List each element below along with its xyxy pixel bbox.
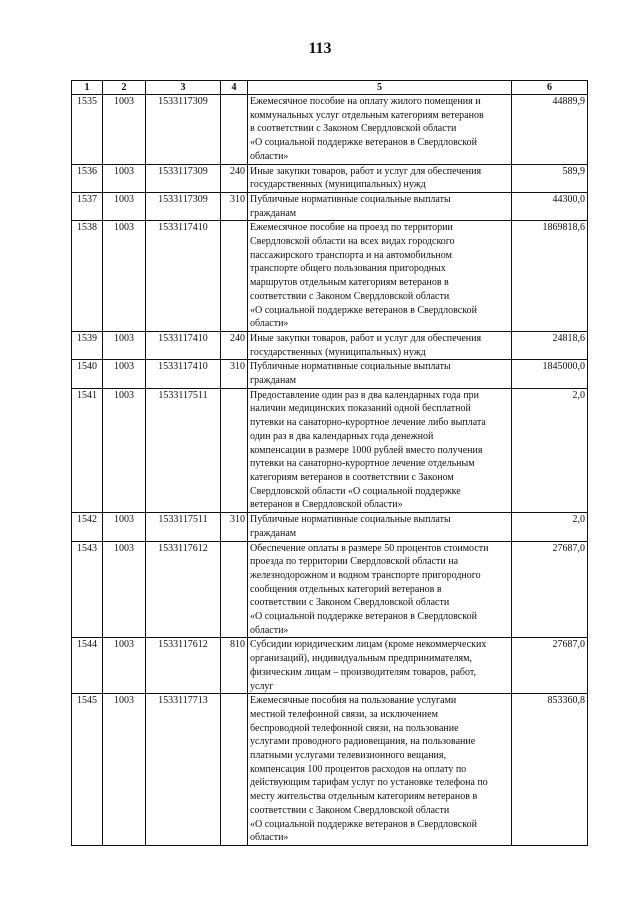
header-col-5: 5 <box>248 81 512 95</box>
item-sum: 1869818,6 <box>512 221 588 332</box>
expense-type-code <box>221 95 248 165</box>
section-code: 1003 <box>103 221 146 332</box>
header-col-4: 4 <box>221 81 248 95</box>
item-sum: 44300,0 <box>512 192 588 220</box>
row-number: 1540 <box>72 360 103 388</box>
section-code: 1003 <box>103 638 146 694</box>
article-code: 1533117309 <box>146 95 221 165</box>
table-row <box>72 694 588 846</box>
item-name: Публичные нормативные социальные выплаты гражданам <box>248 192 512 220</box>
table-row <box>72 164 588 192</box>
budget-table <box>71 80 588 846</box>
table-row <box>72 331 588 359</box>
header-col-2: 2 <box>103 81 146 95</box>
section-code: 1003 <box>103 360 146 388</box>
section-code: 1003 <box>103 95 146 165</box>
expense-type-code <box>221 388 248 512</box>
item-name: Публичные нормативные социальные выплаты гражданам <box>248 360 512 388</box>
header-col-1: 1 <box>72 81 103 95</box>
section-code: 1003 <box>103 541 146 638</box>
item-name: Субсидии юридическим лицам (кроме некоммерческих организаций), индивидуальным предпринимателям, физическим лицам – производителям товаров, работ, услуг <box>248 638 512 694</box>
expense-type-code: 810 <box>221 638 248 694</box>
row-number: 1536 <box>72 164 103 192</box>
item-name: Ежемесячное пособие на проезд по территории Свердловской области на всех видах городского пассажирского транспорта и на автомобильном транспорте общего пользования пригородных маршрутов отдельным категориям ветеранов в соответствии с Законом Свердловской области «О социальной поддержке ветеранов в Свердловской области» <box>248 221 512 332</box>
row-number: 1535 <box>72 95 103 165</box>
article-code: 1533117410 <box>146 360 221 388</box>
article-code: 1533117511 <box>146 388 221 512</box>
article-code: 1533117612 <box>146 638 221 694</box>
expense-type-code: 240 <box>221 164 248 192</box>
expense-type-code: 310 <box>221 513 248 541</box>
page-number: 113 <box>308 40 332 57</box>
section-code: 1003 <box>103 388 146 512</box>
item-sum: 2,0 <box>512 513 588 541</box>
article-code: 1533117612 <box>146 541 221 638</box>
section-code: 1003 <box>103 192 146 220</box>
article-code: 1533117309 <box>146 164 221 192</box>
item-name: Ежемесячные пособия на пользование услугами местной телефонной связи, за исключением беспроводной телефонной связи, на пользование услугами проводного радиовещания, на пользование платными услугами телевизионного вещания, компенсация 100 процентов расходов на оплату по действующим тарифам услуг по установке телефона по месту жительства отдельным категориям ветеранов в соответствии с Законом Свердловской области «О социальной поддержке ветеранов в Свердловской области» <box>248 694 512 846</box>
row-number: 1543 <box>72 541 103 638</box>
header-col-6: 6 <box>512 81 588 95</box>
expense-type-code: 310 <box>221 360 248 388</box>
row-number: 1541 <box>72 388 103 512</box>
table-body <box>72 95 588 846</box>
article-code: 1533117410 <box>146 221 221 332</box>
row-number: 1542 <box>72 513 103 541</box>
section-code: 1003 <box>103 164 146 192</box>
item-sum: 1845000,0 <box>512 360 588 388</box>
section-code: 1003 <box>103 513 146 541</box>
row-number: 1538 <box>72 221 103 332</box>
expense-type-code: 240 <box>221 331 248 359</box>
expense-type-code <box>221 694 248 846</box>
table-row <box>72 221 588 332</box>
item-sum: 853360,8 <box>512 694 588 846</box>
item-sum: 27687,0 <box>512 638 588 694</box>
item-name: Иные закупки товаров, работ и услуг для обеспечения государственных (муниципальных) нужд <box>248 331 512 359</box>
item-sum: 24818,6 <box>512 331 588 359</box>
section-code: 1003 <box>103 694 146 846</box>
row-number: 1545 <box>72 694 103 846</box>
table-row <box>72 638 588 694</box>
item-name: Предоставление один раз в два календарных года при наличии медицинских показаний одной бесплатной путевки на санаторно-курортное лечение либо выплата один раз в два календарных года денежной компенсации в размере 1000 рублей вместо получения путевки на санаторно-курортное лечение отдельным категориям ветеранов в соответствии с Законом Свердловской области «О социальной поддержке ветеранов в Свердловской области» <box>248 388 512 512</box>
item-sum: 589,9 <box>512 164 588 192</box>
item-name: Публичные нормативные социальные выплаты гражданам <box>248 513 512 541</box>
header-col-3: 3 <box>146 81 221 95</box>
row-number: 1537 <box>72 192 103 220</box>
expense-type-code <box>221 541 248 638</box>
article-code: 1533117511 <box>146 513 221 541</box>
item-name: Иные закупки товаров, работ и услуг для обеспечения государственных (муниципальных) нужд <box>248 164 512 192</box>
table-row <box>72 513 588 541</box>
item-sum: 2,0 <box>512 388 588 512</box>
article-code: 1533117410 <box>146 331 221 359</box>
table-row <box>72 541 588 638</box>
item-sum: 27687,0 <box>512 541 588 638</box>
table-row <box>72 388 588 512</box>
header-row <box>72 81 588 95</box>
row-number: 1539 <box>72 331 103 359</box>
expense-type-code <box>221 221 248 332</box>
row-number: 1544 <box>72 638 103 694</box>
expense-type-code: 310 <box>221 192 248 220</box>
item-sum: 44889,9 <box>512 95 588 165</box>
section-code: 1003 <box>103 331 146 359</box>
article-code: 1533117713 <box>146 694 221 846</box>
article-code: 1533117309 <box>146 192 221 220</box>
table-row <box>72 95 588 165</box>
item-name: Ежемесячное пособие на оплату жилого помещения и коммунальных услуг отдельным категориям ветеранов в соответствии с Законом Свердловской области «О социальной поддержке ветеранов в Свердловской области» <box>248 95 512 165</box>
item-name: Обеспечение оплаты в размере 50 процентов стоимости проезда по территории Свердловской области на железнодорожном и водном транспорте пригородного сообщения отдельных категорий ветеранов в соответствии с Законом Свердловской области «О социальной поддержке ветеранов в Свердловской области» <box>248 541 512 638</box>
table-row <box>72 192 588 220</box>
table-row <box>72 360 588 388</box>
